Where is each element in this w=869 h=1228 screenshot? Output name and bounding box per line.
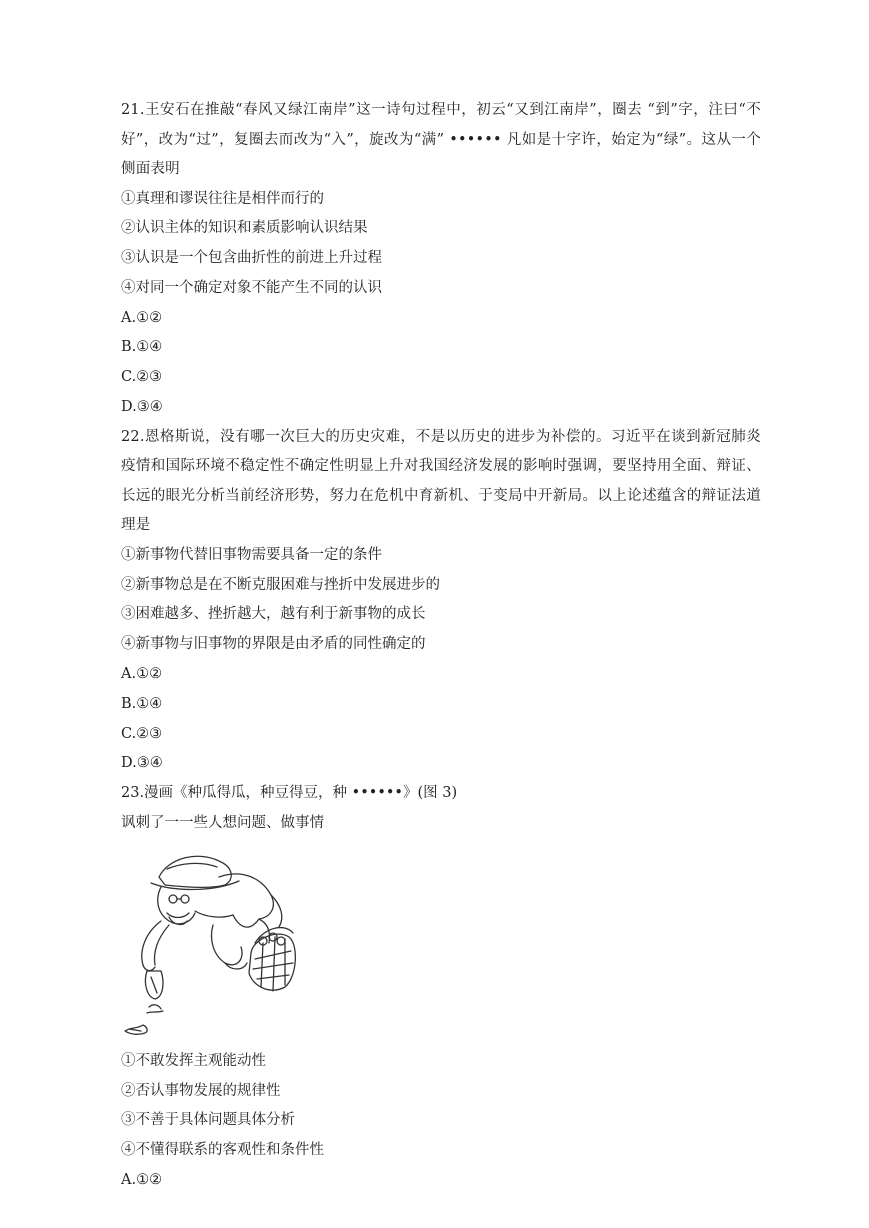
cartoon-sketch <box>121 847 311 1042</box>
q23-option-a: A.①② <box>121 1172 163 1189</box>
q22-option-d: D.③④ <box>121 755 163 772</box>
q22-option-b: B.①④ <box>121 695 163 712</box>
q22-stem: 22.恩格斯说，没有哪一次巨大的历史灾难，不是以历史的进步为补偿的。习近平在谈到新冠肺炎疫情和国际环境不稳定性不确定性明显上升对我国经济发展的影响时强调，要坚持用全面、辩证、长远的眼光分析当前经济形势，努力在危机中育新机、于变局中开新局。以上论述蕴含的辩证法道理是 <box>121 428 761 534</box>
q21-option-c: C.②③ <box>121 369 163 386</box>
q22-item-4: ④新事物与旧事物的界限是由矛盾的同性确定的 <box>121 636 426 653</box>
q21-option-d: D.③④ <box>121 399 163 416</box>
q22-item-3: ③困难越多、挫折越大，越有利于新事物的成长 <box>121 606 426 623</box>
q22-item-2: ②新事物总是在不断克服困难与挫折中发展进步的 <box>121 576 440 593</box>
q23-item-3: ③不善于具体问题具体分析 <box>121 1112 295 1129</box>
q22-option-a: A.①② <box>121 666 163 683</box>
cartoon-figure <box>121 847 311 1042</box>
q23-item-4: ④不懂得联系的客观性和条件性 <box>121 1142 324 1159</box>
exam-page <box>121 96 761 1196</box>
q21-item-2: ②认识主体的知识和素质影响认识结果 <box>121 220 368 237</box>
q21-item-4: ④对同一个确定对象不能产生不同的认识 <box>121 279 382 296</box>
q23-stem-line-2: 讽刺了一一些人想问题、做事情 <box>121 815 324 832</box>
q21-option-a: A.①② <box>121 309 163 326</box>
q23-item-1: ①不敢发挥主观能动性 <box>121 1052 266 1069</box>
q21-item-1: ①真理和谬误往往是相伴而行的 <box>121 190 324 207</box>
q21-item-3: ③认识是一个包含曲折性的前进上升过程 <box>121 250 382 267</box>
q22-option-c: C.②③ <box>121 725 163 742</box>
q22-item-1: ①新事物代替旧事物需要具备一定的条件 <box>121 546 382 563</box>
q23-stem-line-1: 23.漫画《种瓜得瓜，种豆得豆，种 ••••••》(图 3) <box>121 785 458 802</box>
q23-item-2: ②否认事物发展的规律性 <box>121 1082 281 1099</box>
q21-option-b: B.①④ <box>121 339 163 356</box>
q21-stem: 21.王安石在推敲“春风又绿江南岸”这一诗句过程中，初云“又到江南岸”，圈去 “到”字，注曰“不好”，改为“过”，复圈去而改为“入”，旋改为“满” •••••• 凡如是十字许，始定为“绿”。这从一个侧面表明 <box>121 102 761 177</box>
